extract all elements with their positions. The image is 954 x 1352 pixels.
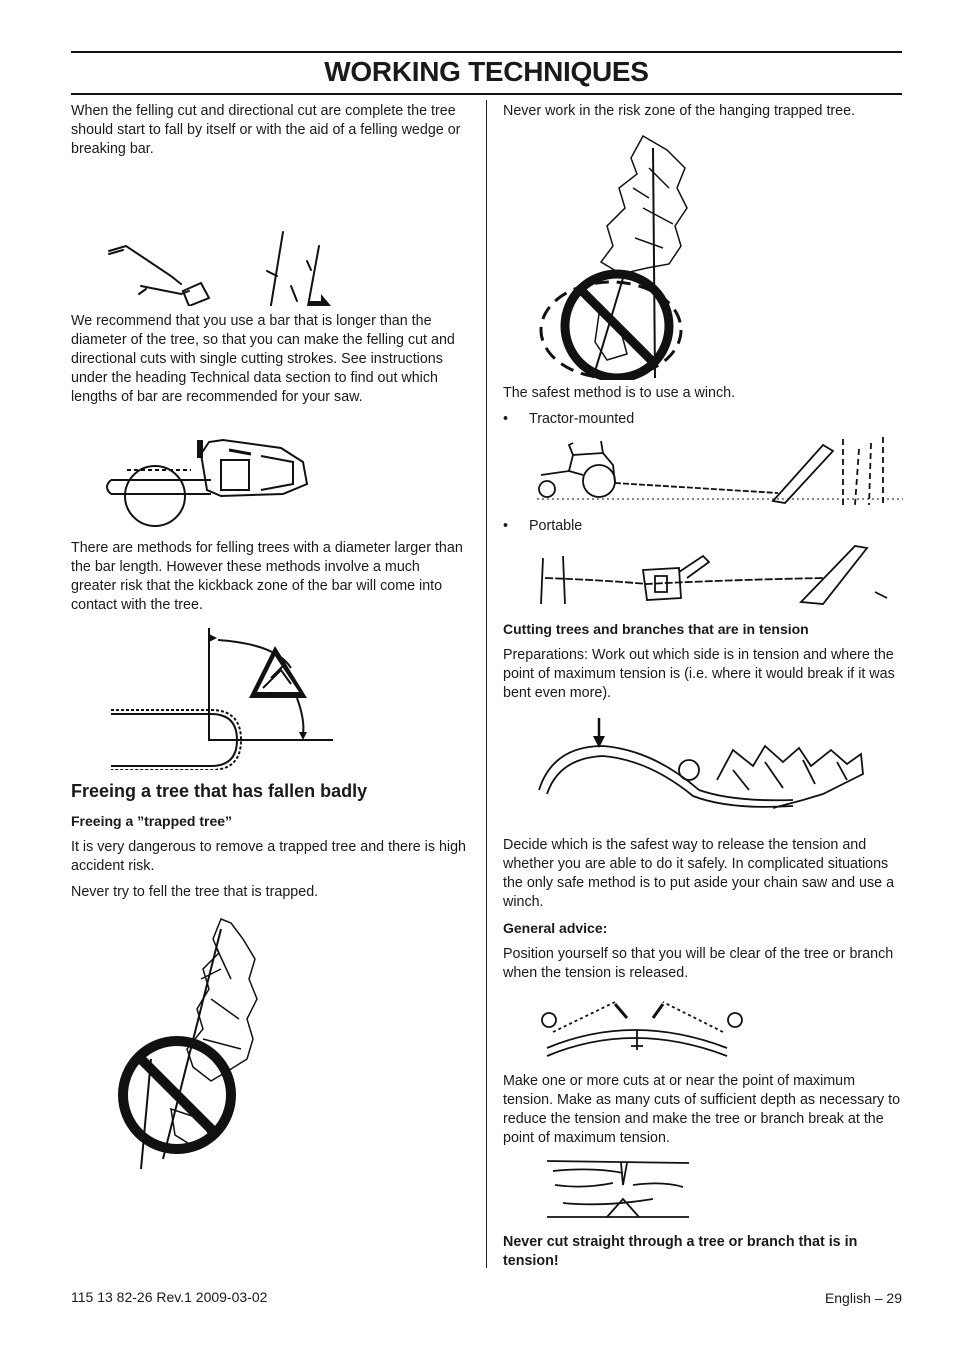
figure-bent-tree-tension	[503, 710, 903, 832]
header-rule-top	[71, 51, 902, 53]
warning-never-cut-through: Never cut straight through a tree or branch that is in tension!	[503, 1234, 858, 1269]
right-column	[503, 102, 903, 1278]
list-item-tractor	[503, 410, 903, 429]
left-column	[71, 102, 469, 1179]
figure-chainsaw-bar-log	[71, 414, 469, 529]
paragraph-preparations: Preparations: Work out which side is in tension and where the point of maximum tension is (i.e. where it would break if it was bent even more).	[503, 647, 895, 701]
figure-wedge-breaking-bar	[71, 166, 469, 306]
header-rule-bottom	[71, 93, 902, 95]
paragraph-larger-diameter: There are methods for felling trees with a diameter larger than the bar length. However these methods involve a much greater risk that the kickback zone of the bar will come into contact with the tree.	[71, 540, 463, 613]
figure-cut-at-tension-point	[503, 1155, 903, 1227]
bullet-symbol: •	[503, 518, 509, 534]
footer-page-number: English – 29	[824, 1290, 902, 1306]
subheading-trapped-tree: Freeing a ”trapped tree”	[71, 813, 233, 829]
paragraph-decide-safest: Decide which is the safest way to release the tension and whether you are able to do it safely. In complicated situations the only safe method is to put aside your chain saw and use a winch.	[503, 837, 895, 910]
figure-portable-winch	[503, 542, 903, 614]
figure-hanging-tree-prohibited	[503, 128, 903, 380]
figure-kickback-zone	[71, 622, 469, 770]
bullet-symbol: •	[503, 411, 509, 427]
column-divider	[486, 100, 487, 1268]
bullet-label-portable: Portable	[529, 518, 583, 534]
page-title: WORKING TECHNIQUES	[324, 56, 649, 87]
paragraph-dangerous: It is very dangerous to remove a trapped tree and there is high accident risk.	[71, 839, 466, 874]
paragraph-make-cuts: Make one or more cuts at or near the point of maximum tension. Make as many cuts of sufficient depth as necessary to reduce the tension and make the tree or branch break at the point of maximum tension.	[503, 1073, 901, 1146]
figure-tractor-winch	[503, 435, 903, 511]
figure-tension-release	[503, 990, 903, 1068]
paragraph-felling-complete: When the felling cut and directional cut are complete the tree should start to fall by itself or with the aid of a felling wedge or breaking bar.	[71, 103, 461, 157]
section-heading-freeing-tree: Freeing a tree that has fallen badly	[71, 781, 368, 801]
heading-cutting-in-tension: Cutting trees and branches that are in tension	[503, 621, 809, 637]
bullet-label-tractor: Tractor-mounted	[529, 411, 635, 427]
figure-trapped-tree-prohibited	[71, 909, 469, 1179]
heading-general-advice: General advice:	[503, 920, 608, 936]
paragraph-winch: The safest method is to use a winch.	[503, 385, 736, 401]
list-item-portable	[503, 517, 903, 536]
paragraph-risk-zone: Never work in the risk zone of the hanging trapped tree.	[503, 103, 856, 119]
paragraph-bar-length: We recommend that you use a bar that is longer than the diameter of the tree, so that you can make the felling cut and directional cuts with single cutting strokes. See instructions under the heading Technical data section to find out which lengths of bar are recommended for your saw.	[71, 313, 455, 405]
paragraph-never-fell-trapped: Never try to fell the tree that is trapped.	[71, 884, 319, 900]
footer-document-reference: 115 13 82-26 Rev.1 2009-03-02	[71, 1289, 268, 1305]
paragraph-position-yourself: Position yourself so that you will be clear of the tree or branch when the tension is released.	[503, 946, 894, 981]
